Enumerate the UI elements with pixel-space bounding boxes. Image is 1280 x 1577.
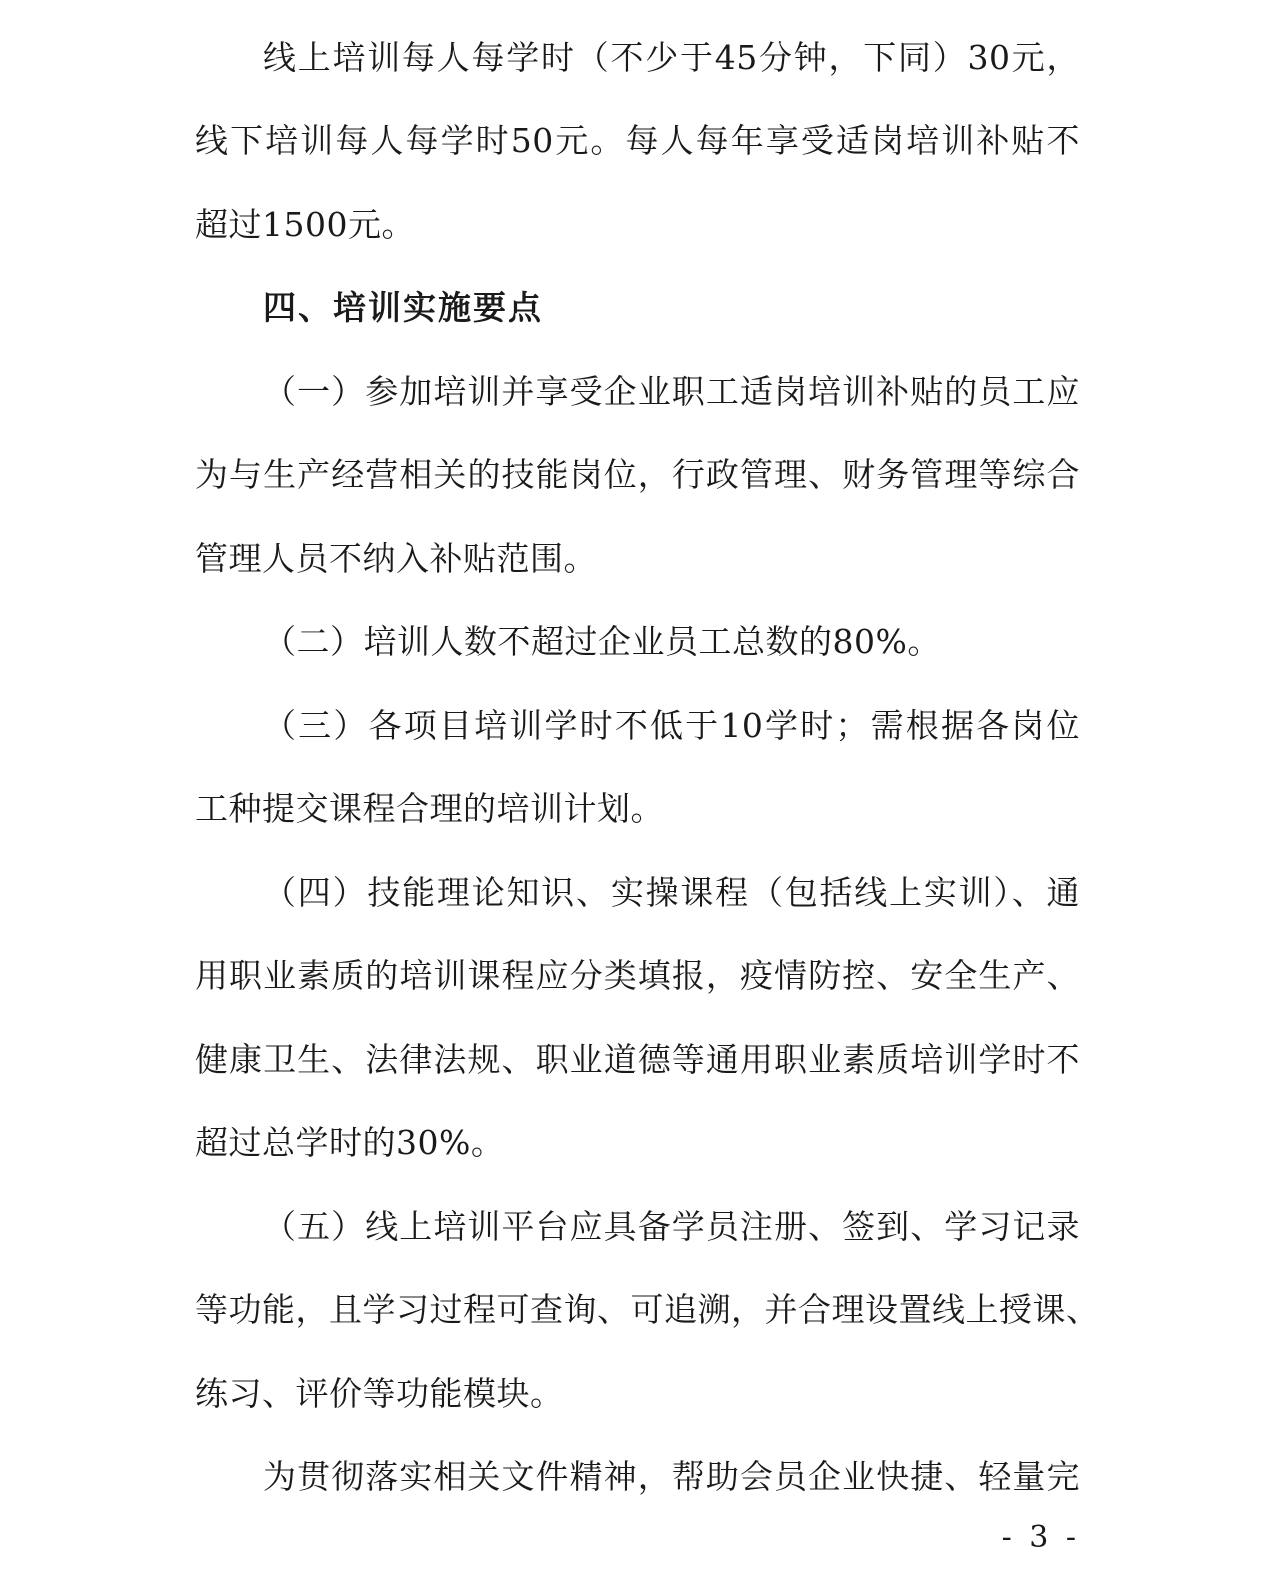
- paragraph-line: 健康卫生、法律法规、职业道德等通用职业素质培训学时不: [195, 1040, 1080, 1079]
- paragraph-line: （五）线上培训平台应具备学员注册、签到、学习记录: [263, 1207, 1080, 1246]
- paragraph-line: （二）培训人数不超过企业员工总数的80%。: [263, 622, 941, 661]
- paragraph-line: （一）参加培训并享受企业职工适岗培训补贴的员工应: [263, 372, 1080, 411]
- paragraph-line: 线上培训每人每学时（不少于45分钟，下同）30元，: [263, 38, 1080, 77]
- paragraph-line: 超过总学时的30%。: [195, 1123, 505, 1162]
- paragraph-line: 为贯彻落实相关文件精神，帮助会员企业快捷、轻量完: [263, 1457, 1080, 1496]
- paragraph-line: 超过1500元。: [195, 205, 415, 244]
- paragraph-line: 用职业素质的培训课程应分类填报，疫情防控、安全生产、: [195, 956, 1080, 995]
- paragraph-line: 练习、评价等功能模块。: [195, 1374, 564, 1413]
- paragraph-line: 线下培训每人每学时50元。每人每年享受适岗培训补贴不: [195, 121, 1080, 160]
- paragraph-line: 工种提交课程合理的培训计划。: [195, 789, 664, 828]
- paragraph-line: （四）技能理论知识、实操课程（包括线上实训）、通: [263, 873, 1080, 912]
- section-heading: 四、培训实施要点: [263, 288, 543, 327]
- paragraph-line: 管理人员不纳入补贴范围。: [195, 539, 597, 578]
- paragraph-line: （三）各项目培训学时不低于10学时；需根据各岗位: [263, 706, 1080, 745]
- paragraph-line: 等功能，且学习过程可查询、可追溯，并合理设置线上授课、: [195, 1290, 1100, 1329]
- paragraph-line: 为与生产经营相关的技能岗位，行政管理、财务管理等综合: [195, 455, 1080, 494]
- page-number: - 3 -: [1001, 1520, 1080, 1555]
